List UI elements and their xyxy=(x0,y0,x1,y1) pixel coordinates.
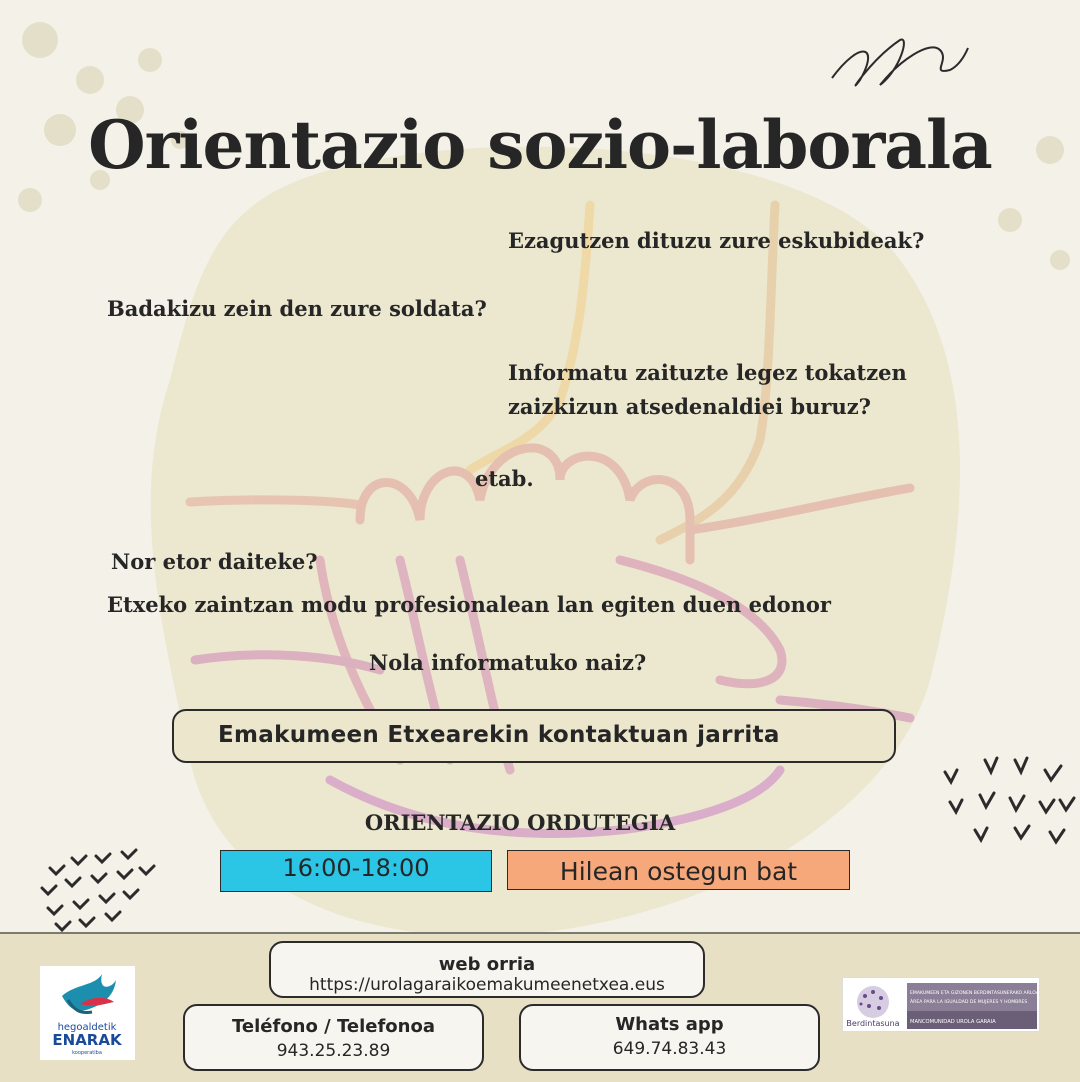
question-rights: Ezagutzen dituzu zure eskubideak? xyxy=(508,228,925,253)
whatsapp-box[interactable] xyxy=(519,1004,820,1071)
phone-label: Teléfono / Telefonoa xyxy=(232,1016,435,1037)
svg-text:hegoaldetik: hegoaldetik xyxy=(57,1022,117,1033)
whatsapp-label: Whats app xyxy=(615,1014,724,1035)
phone-box[interactable] xyxy=(183,1004,484,1071)
svg-text:kooperatiba: kooperatiba xyxy=(72,1050,102,1056)
contact-pill-text: Emakumeen Etxearekin kontaktuan jarrita xyxy=(218,722,780,748)
svg-text:EMAKUMEEN ETA GIZONEN BERDINTA: EMAKUMEEN ETA GIZONEN BERDINTASUNERAKO ARLOA xyxy=(910,991,1039,996)
frequency-text: Hilean ostegun bat xyxy=(559,857,798,886)
whatsapp-number[interactable]: 649.74.83.43 xyxy=(612,1039,727,1059)
contact-pill xyxy=(172,709,896,763)
hours-box xyxy=(220,850,492,892)
how-question: Nola informatuko naiz? xyxy=(369,650,647,675)
berdintasuna-logo xyxy=(842,977,1040,1032)
who-question: Nor etor daiteke? xyxy=(111,549,318,574)
web-box[interactable] xyxy=(269,941,705,998)
checkmark-decoration-left xyxy=(42,850,154,930)
web-label: web orria xyxy=(438,954,536,975)
question-salary: Badakizu zein den zure soldata? xyxy=(107,296,487,321)
hours-text: 16:00-18:00 xyxy=(282,854,430,882)
svg-text:ENARAK: ENARAK xyxy=(52,1031,122,1049)
schedule-title: ORIENTAZIO ORDUTEGIA xyxy=(364,810,676,835)
page-title: Orientazio sozio-laborala xyxy=(88,106,992,184)
phone-number[interactable]: 943.25.23.89 xyxy=(276,1041,391,1061)
swallow-icon xyxy=(40,966,135,1060)
svg-text:Berdintasuna: Berdintasuna xyxy=(846,1019,900,1028)
scribble-decoration xyxy=(832,40,968,86)
etc-label: etab. xyxy=(475,466,534,491)
svg-text:MANCOMUNIDAD UROLA GARAIA: MANCOMUNIDAD UROLA GARAIA xyxy=(910,1019,996,1025)
enarak-logo xyxy=(40,966,135,1060)
who-answer: Etxeko zaintzan modu profesionalean lan egiten duen edonor xyxy=(107,592,831,617)
berdintasuna-emblem xyxy=(843,978,1041,1033)
svg-text:ÁREA PARA LA IGUALDAD DE MUJER: ÁREA PARA LA IGUALDAD DE MUJERES Y HOMBRES xyxy=(910,1000,1028,1005)
frequency-box xyxy=(507,850,850,890)
question-rest-line1: Informatu zaituzte legez tokatzen xyxy=(508,360,907,385)
question-rest-line2: zaizkizun atsedenaldiei buruz? xyxy=(508,394,871,419)
web-link[interactable]: https://urolagaraikoemakumeenetxea.eus xyxy=(309,975,665,995)
